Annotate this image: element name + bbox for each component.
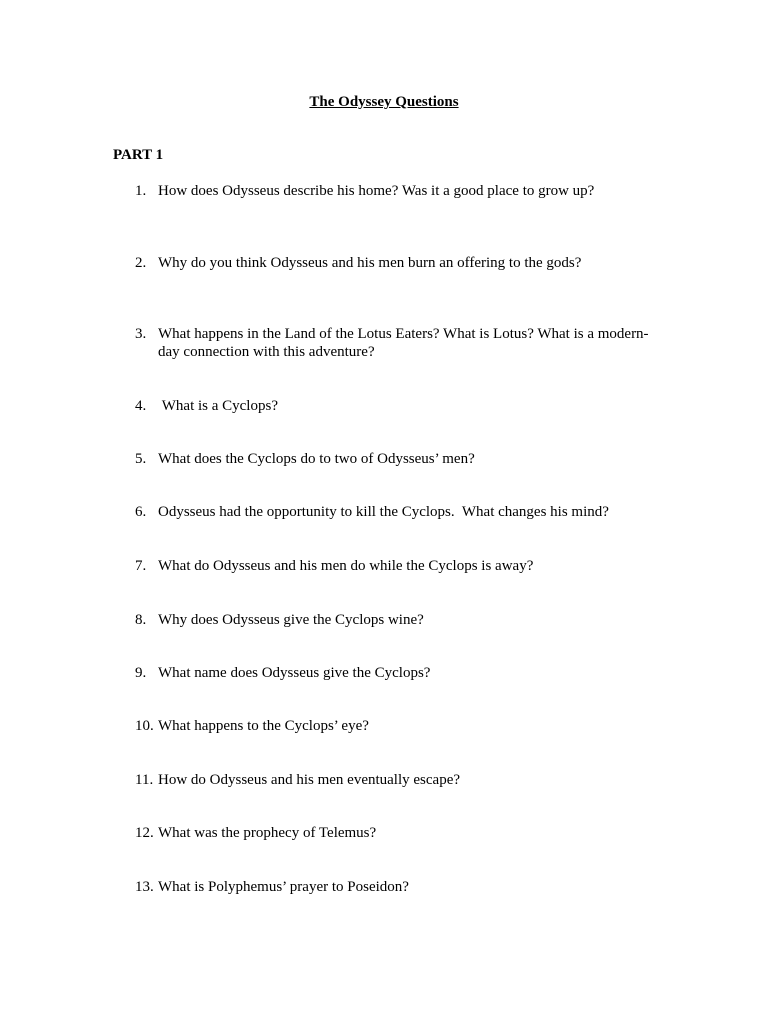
question-text: What is Polyphemus’ prayer to Poseidon? — [158, 879, 409, 895]
question-number: 10. — [135, 718, 154, 734]
question-item-1 — [135, 182, 665, 200]
question-text: Odysseus had the opportunity to kill the Cyclops. What changes his mind? — [158, 504, 609, 520]
question-item-6 — [135, 503, 665, 521]
question-item-11 — [135, 771, 665, 789]
question-number: 12. — [135, 825, 154, 841]
question-number: 2. — [135, 255, 147, 271]
question-text: What is a Cyclops? — [158, 398, 278, 414]
question-text: Why does Odysseus give the Cyclops wine? — [158, 612, 424, 628]
question-number: 1. — [135, 183, 147, 199]
question-item-8 — [135, 611, 665, 629]
question-text: What does the Cyclops do to two of Odysseus’ men? — [158, 451, 475, 467]
question-number: 7. — [135, 558, 147, 574]
question-text: What happens to the Cyclops’ eye? — [158, 718, 369, 734]
question-number: 11. — [135, 772, 154, 788]
question-item-5 — [135, 450, 665, 468]
question-text: What was the prophecy of Telemus? — [158, 825, 377, 841]
question-item-10 — [135, 717, 665, 735]
question-item-12 — [135, 824, 665, 842]
question-number: 13. — [135, 879, 154, 895]
part-heading: PART 1 — [113, 147, 164, 163]
question-item-3 — [135, 325, 665, 361]
question-text: How do Odysseus and his men eventually escape? — [158, 772, 461, 788]
question-number: 3. — [135, 326, 147, 342]
question-item-13 — [135, 878, 665, 896]
question-item-2 — [135, 254, 665, 272]
question-number: 5. — [135, 451, 147, 467]
question-text: Why do you think Odysseus and his men burn an offering to the gods? — [158, 255, 582, 271]
question-text: What do Odysseus and his men do while the Cyclops is away? — [158, 558, 534, 574]
question-number: 6. — [135, 504, 147, 520]
question-text: What name does Odysseus give the Cyclops? — [158, 665, 431, 681]
question-item-4 — [135, 397, 665, 415]
question-item-9 — [135, 664, 665, 682]
question-text: How does Odysseus describe his home? Was it a good place to grow up? — [158, 183, 595, 199]
question-item-7 — [135, 557, 665, 575]
question-text: What happens in the Land of the Lotus Eaters? What is Lotus? What is a modern-day connection with this adventure? — [158, 326, 649, 360]
question-number: 8. — [135, 612, 147, 628]
question-number: 9. — [135, 665, 147, 681]
question-number: 4. — [135, 398, 147, 414]
document-title: The Odyssey Questions — [309, 94, 459, 110]
